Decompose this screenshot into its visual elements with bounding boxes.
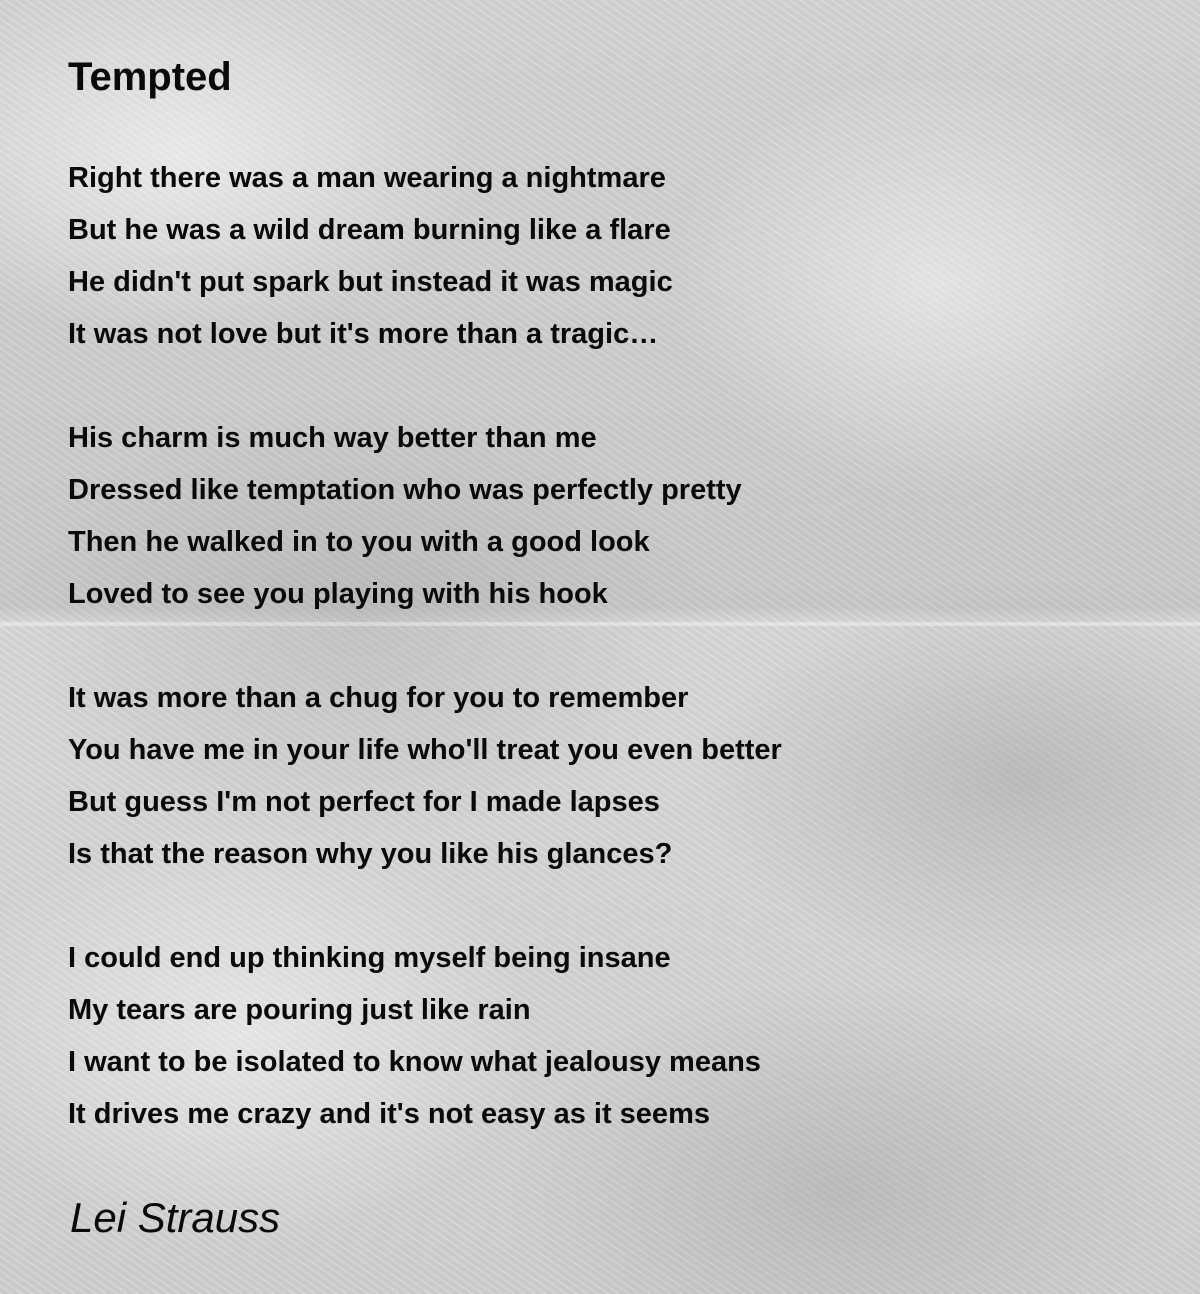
poem-line: Right there was a man wearing a nightmare — [68, 162, 666, 194]
stanza-1 — [68, 152, 1148, 360]
poem-line: You have me in your life who'll treat you even better — [68, 734, 782, 766]
poem-line: It was more than a chug for you to remember — [68, 682, 689, 714]
poem-line: Is that the reason why you like his glances? — [68, 838, 673, 870]
poem-line: I want to be isolated to know what jealousy means — [68, 1046, 761, 1078]
poem-title: Tempted — [68, 55, 232, 99]
poem-line: Dressed like temptation who was perfectly pretty — [68, 474, 742, 506]
poem-line: It was not love but it's more than a tragic… — [68, 318, 659, 350]
stanza-2 — [68, 412, 1148, 620]
poem-line: But he was a wild dream burning like a flare — [68, 214, 671, 246]
poem-line: His charm is much way better than me — [68, 422, 597, 454]
stanza-4 — [68, 932, 1148, 1140]
poem-body — [68, 152, 1148, 1140]
poem-author: Lei Strauss — [70, 1194, 281, 1241]
poem-line: I could end up thinking myself being insane — [68, 942, 671, 974]
poem-line: My tears are pouring just like rain — [68, 994, 531, 1026]
poem-line: He didn't put spark but instead it was magic — [68, 266, 673, 298]
poem-line: Loved to see you playing with his hook — [68, 578, 608, 610]
poem-line: It drives me crazy and it's not easy as it seems — [68, 1098, 710, 1130]
poem — [68, 54, 1148, 1192]
poem-line: But guess I'm not perfect for I made lapses — [68, 786, 660, 818]
stanza-3 — [68, 672, 1148, 880]
poem-line: Then he walked in to you with a good look — [68, 526, 650, 558]
